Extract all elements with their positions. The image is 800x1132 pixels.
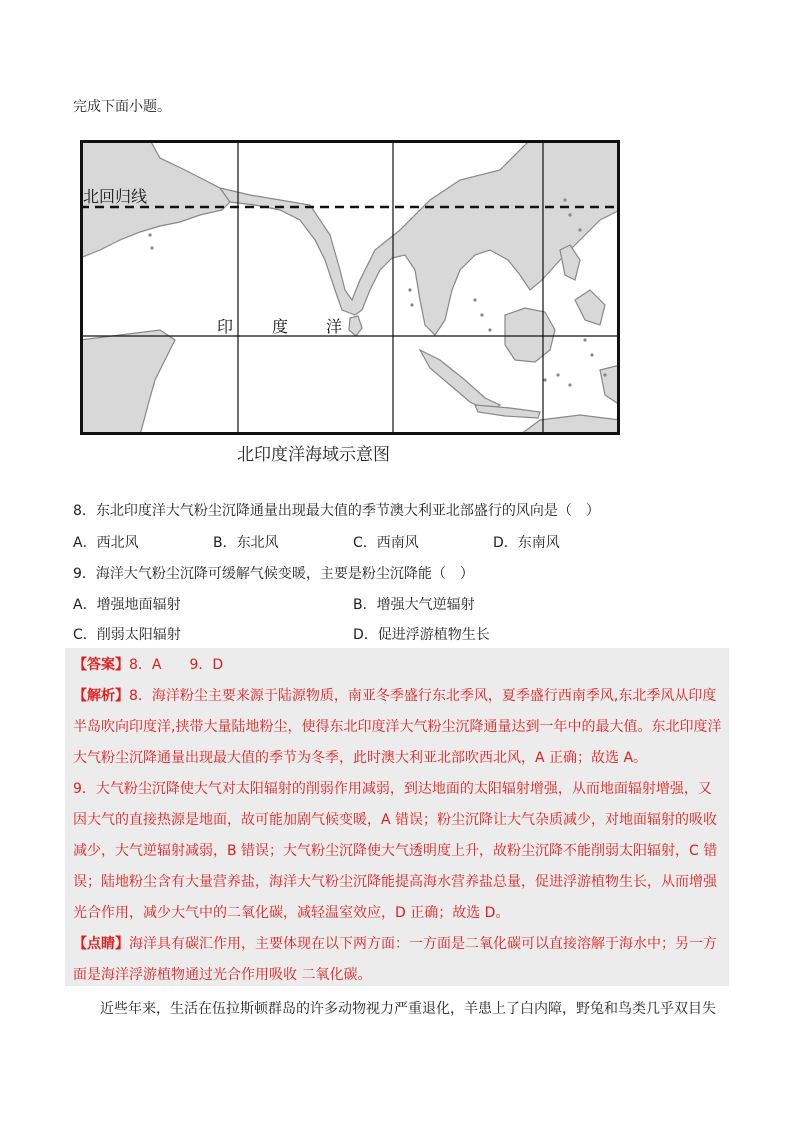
analysis-line-8: 光合作用，减少大气中的二氧化碳，减轻温室效应，D 正确；故选 D。 bbox=[73, 905, 510, 921]
map-caption: 北印度洋海域示意图 bbox=[237, 445, 390, 465]
q8-option-a: A．西北风 bbox=[73, 535, 139, 551]
analysis-tag: 【解析】 bbox=[73, 688, 129, 704]
analysis-line-2: 半岛吹向印度洋,挟带大量陆地粉尘，使得东北印度洋大气粉尘沉降通量达到一年中的最大值。东北印度洋 bbox=[73, 719, 722, 735]
ocean-label-3: 洋 bbox=[326, 317, 343, 336]
q9-option-c: C．削弱太阳辐射 bbox=[73, 627, 181, 643]
q8-option-d: D．东南风 bbox=[493, 535, 560, 551]
q9-option-a: A．增强地面辐射 bbox=[73, 597, 181, 613]
analysis-text-1: 8．海洋粉尘主要来源于陆源物质，南亚冬季盛行东北季风，夏季盛行西南季风,东北季风从印度 bbox=[129, 688, 717, 704]
closing-paragraph: 近些年来，生活在伍拉斯顿群岛的许多动物视力严重退化，羊患上了白内障，野兔和鸟类几乎双目失 bbox=[100, 1001, 716, 1017]
q8-option-b: B．东北风 bbox=[213, 535, 279, 551]
analysis-line-3: 大气粉尘沉降通量出现最大值的季节为冬季，此时澳大利亚北部吹西北风，A 正确；故选 A。 bbox=[73, 750, 648, 766]
north-indian-ocean-map bbox=[80, 140, 620, 435]
answer-tag: 【答案】 bbox=[73, 657, 129, 673]
answer-line bbox=[73, 654, 223, 674]
question-9-stem: 9．海洋大气粉尘沉降可缓解气候变暖，主要是粉尘沉降能（ ） bbox=[73, 566, 474, 582]
ocean-label-2: 度 bbox=[272, 317, 289, 336]
question-8-stem: 8．东北印度洋大气粉尘沉降通量出现最大值的季节澳大利亚北部盛行的风向是（ ） bbox=[73, 503, 600, 519]
tip-line-2: 面是海洋浮游植物通过光合作用吸收 二氧化碳。 bbox=[73, 967, 372, 983]
analysis-line-4: 9．大气粉尘沉降使大气对太阳辐射的削弱作用减弱，到达地面的太阳辐射增强，从而地面辐射增强，又 bbox=[73, 781, 712, 797]
answer-text: 8．A 9．D bbox=[129, 657, 224, 673]
ocean-label-1: 印 bbox=[217, 317, 234, 336]
analysis-line-5: 因大气的直接热源是地面，故可能加剧气候变暖，A 错误；粉尘沉降让大气杂质减少，对地面辐射的吸收 bbox=[73, 812, 718, 828]
intro-text: 完成下面小题。 bbox=[73, 99, 171, 115]
q9-option-b: B．增强大气逆辐射 bbox=[353, 597, 475, 613]
analysis-line-1 bbox=[73, 685, 716, 705]
map-figure bbox=[80, 140, 620, 435]
tip-text-1: 海洋具有碳汇作用，主要体现在以下两方面：一方面是二氧化碳可以直接溶解于海水中；另一方 bbox=[129, 936, 717, 952]
q9-option-d: D．促进浮游植物生长 bbox=[353, 627, 490, 643]
analysis-line-7: 误；陆地粉尘含有大量营养盐，海洋大气粉尘沉降能提高海水营养盐总量，促进浮游植物生长，从而增强 bbox=[73, 874, 717, 890]
tip-tag: 【点睛】 bbox=[73, 936, 129, 952]
tropic-label: 北回归线 bbox=[83, 187, 148, 206]
q8-option-c: C．西南风 bbox=[353, 535, 419, 551]
analysis-line-6: 减少，大气逆辐射减弱，B 错误；大气粉尘沉降使大气透明度上升，故粉尘沉降不能削弱太阳辐射，C 错 bbox=[73, 843, 718, 859]
tip-line-1 bbox=[73, 933, 717, 953]
